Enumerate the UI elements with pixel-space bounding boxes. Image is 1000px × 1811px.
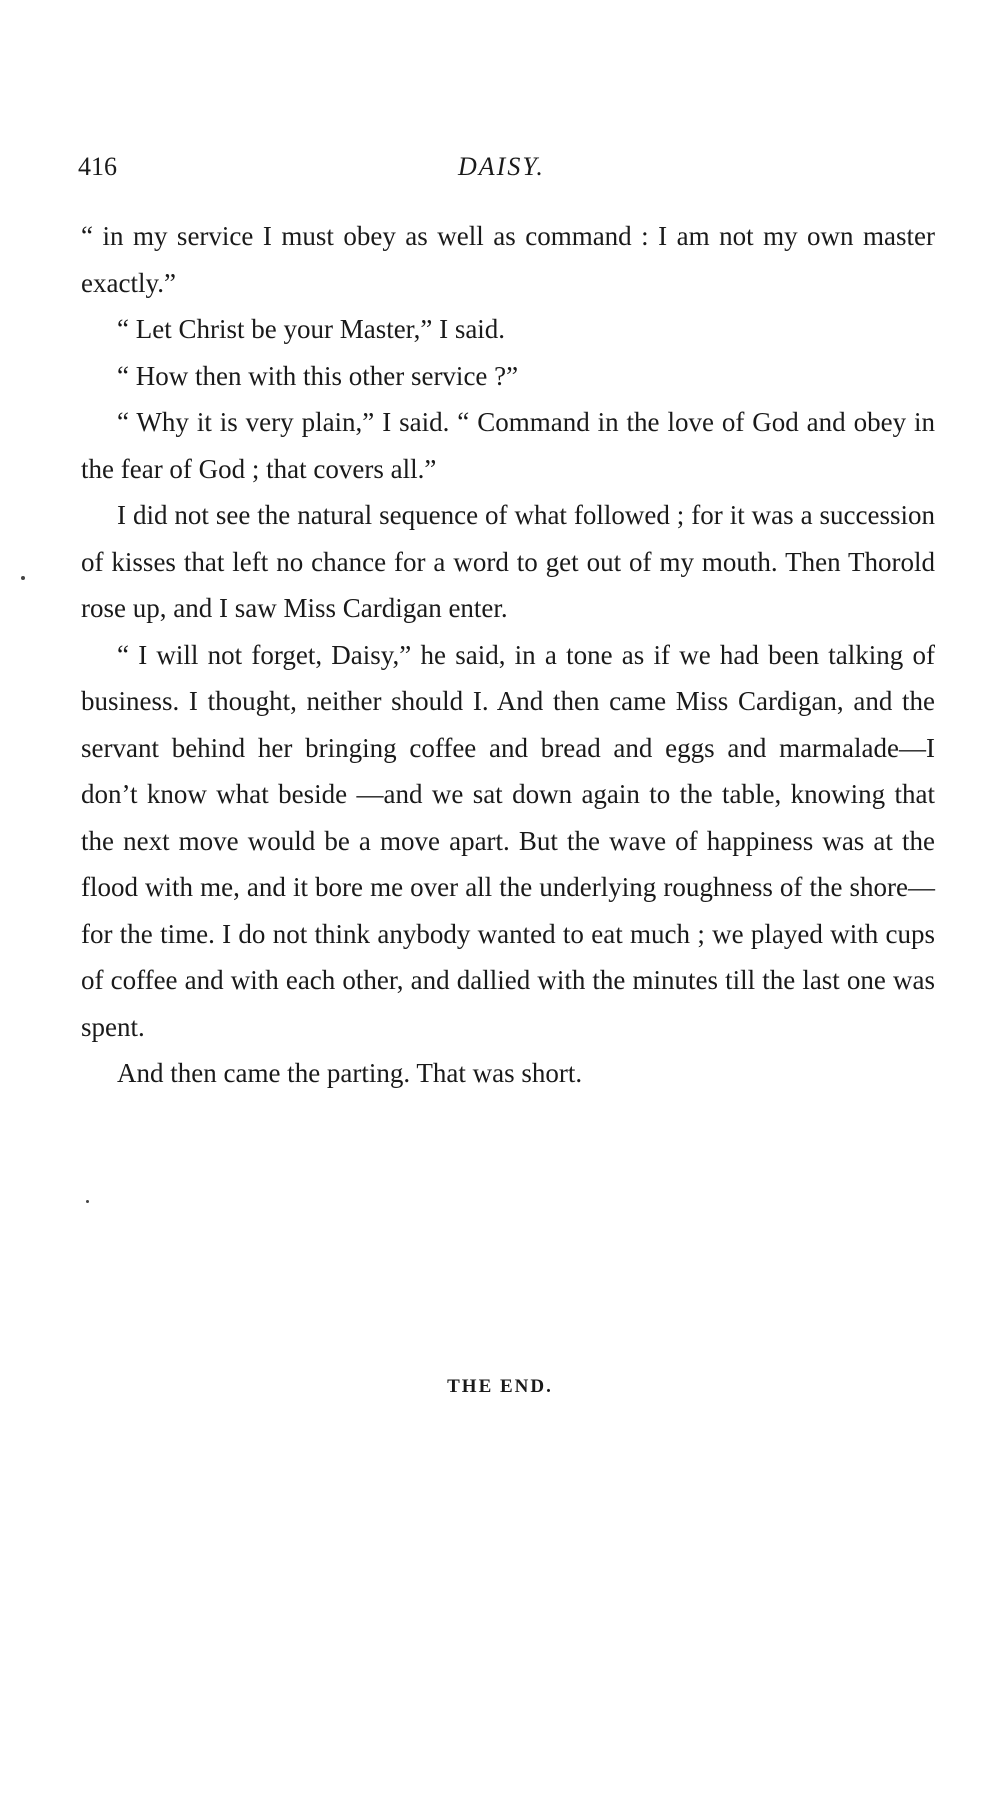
paragraph: “ I will not forget, Daisy,” he said, in a tone as if we had been talking of business. I thought, neither should I. And then came Miss Cardigan, and the servant behind her bringing coffee and bread and eggs and marmalade—I don’t know what beside —and we sat down again to the table, knowing that the next move would be a move apart. But the wave of happiness was at the flood with me, and it bore me over all the underlying roughness of the shore—for the time. I do not think anybody wanted to eat much ; we played with cups of coffee and with each other, and dallied with the minutes till the last one was spent. [81,639,935,1042]
paragraph: “ Why it is very plain,” I said. “ Command in the love of God and obey in the fear of God ; that covers all.” [81,407,935,484]
scan-speck [21,576,25,580]
paragraph: I did not see the natural sequence of what followed ; for it was a succession of kisses that left no chance for a word to get out of my mouth. Then Thorold rose up, and I saw Miss Cardigan enter. [81,500,935,623]
running-title: DAISY. [458,152,545,181]
paragraph: “ How then with this other service ?” [117,360,519,391]
scan-speck [86,1200,89,1203]
body-text [81,213,935,1097]
the-end-label: THE END. [447,1376,553,1397]
paragraph: “ in my service I must obey as well as command : I am not my own master exactly.” [81,221,935,298]
paragraph: “ Let Christ be your Master,” I said. [117,314,506,344]
page-number: 416 [78,152,117,181]
paragraph: And then came the parting. That was short. [117,1058,583,1088]
page-header [78,152,936,186]
